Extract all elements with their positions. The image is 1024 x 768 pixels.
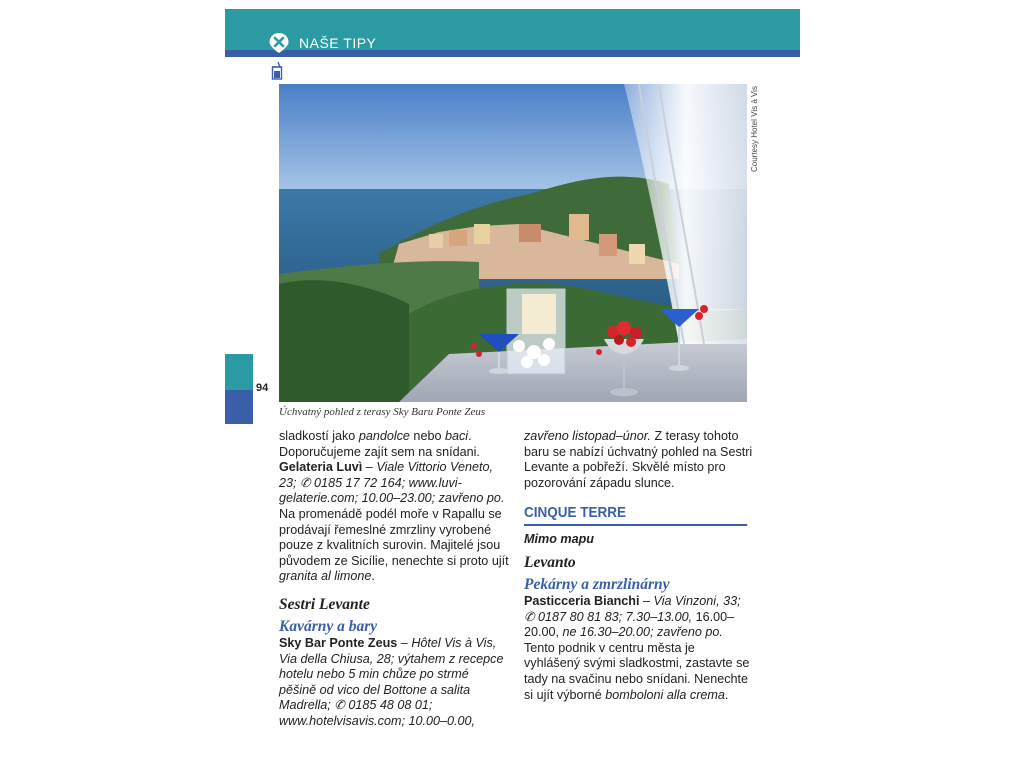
left-column [279, 429, 509, 730]
subheading-cafes: Kavárny a bary [279, 617, 378, 635]
gelateria-name: Gelateria Luvì [279, 460, 363, 475]
photo-caption: Úchvatný pohled z terasy Sky Baru Ponte Zeus [279, 406, 486, 418]
section-heading-cinque-terre: CINQUE TERRE [524, 504, 747, 526]
gelateria-details: Viale Vittorio Veneto, 23; ✆ 0185 17 72 164; www.luvi-gelaterie.com; 10.00–23.00; zavřeno po. [279, 460, 505, 506]
mimo-mapu-label: Mimo mapu [524, 532, 594, 547]
header-title: NAŠE TIPY [299, 35, 377, 51]
bar-details: Hôtel Vis à Vis, Via della Chiusa, 28; výtahem z recepce hotelu nebo 5 min chůze po strmé pěšině od vico del Bottone a salita Madrella; ✆ 0185 48 08 01; www.hotelvisavis.com; 10.00–0.00, [279, 635, 504, 728]
intro-paragraph: sladkostí jako pandolce nebo baci. Doporučujeme zajít sem na snídani. [279, 429, 480, 459]
pasticceria-entry: Pasticceria Bianchi – Via Vinzoni, 33; ✆ 0187 80 81 83; 7.30–13.00, 16.00–20.00, ne 16.30–20.00; zavřeno po. Tento podnik v centru města je vyhlášený svými sladkostmi, zastavte se tady na svačinu nebo snídani. Nenechte si ujít výborné bomboloni alla crema. [524, 593, 750, 702]
page-tab-blue [225, 390, 253, 424]
bar-entry: Sky Bar Ponte Zeus – Hôtel Vis à Vis, Via della Chiusa, 28; výtahem z recepce hotelu nebo 5 min chůze po strmé pěšině od vico del Bottone a salita Madrella; ✆ 0185 48 08 01; www.hotelvisavis.com; 10.00–0.00, [279, 635, 504, 728]
photo-sestri-levante [279, 84, 747, 402]
pasticceria-name: Pasticceria Bianchi [524, 593, 640, 608]
right-column [524, 429, 754, 703]
header-stripe [225, 50, 800, 57]
bar-entry-continued: zavřeno listopad–únor. Z terasy tohoto baru se nabízí úchvatný pohled na Sestri Levante a pobřeží. Skvělé místo pro pozorování západu slunce. [524, 429, 753, 490]
town-heading-levanto: Levanto [524, 553, 576, 571]
town-heading-sestri: Sestri Levante [279, 595, 370, 613]
close-pin-icon [268, 32, 290, 54]
page-number: 94 [256, 382, 269, 394]
photo-credit: Courtesy Hotel Vis à Vis [750, 86, 759, 172]
gelateria-entry: Gelateria Luvì – Viale Vittorio Veneto, 23; ✆ 0185 17 72 164; www.luvi-gelaterie.com; 10.00–23.00; zavřeno po. Na promenádě podél moře v Rapallu se prodávají řemeslné zmrzliny vyrobené pouze z kvalitních surovin. Majitelé jsou původem ze Sicílie, nenechte si proto ujít granita al limone. [279, 460, 509, 584]
cocktail-icon [269, 61, 285, 81]
subheading-bakeries: Pekárny a zmrzlinárny [524, 575, 670, 593]
bar-name: Sky Bar Ponte Zeus [279, 635, 398, 650]
page-tab-teal [225, 354, 253, 390]
